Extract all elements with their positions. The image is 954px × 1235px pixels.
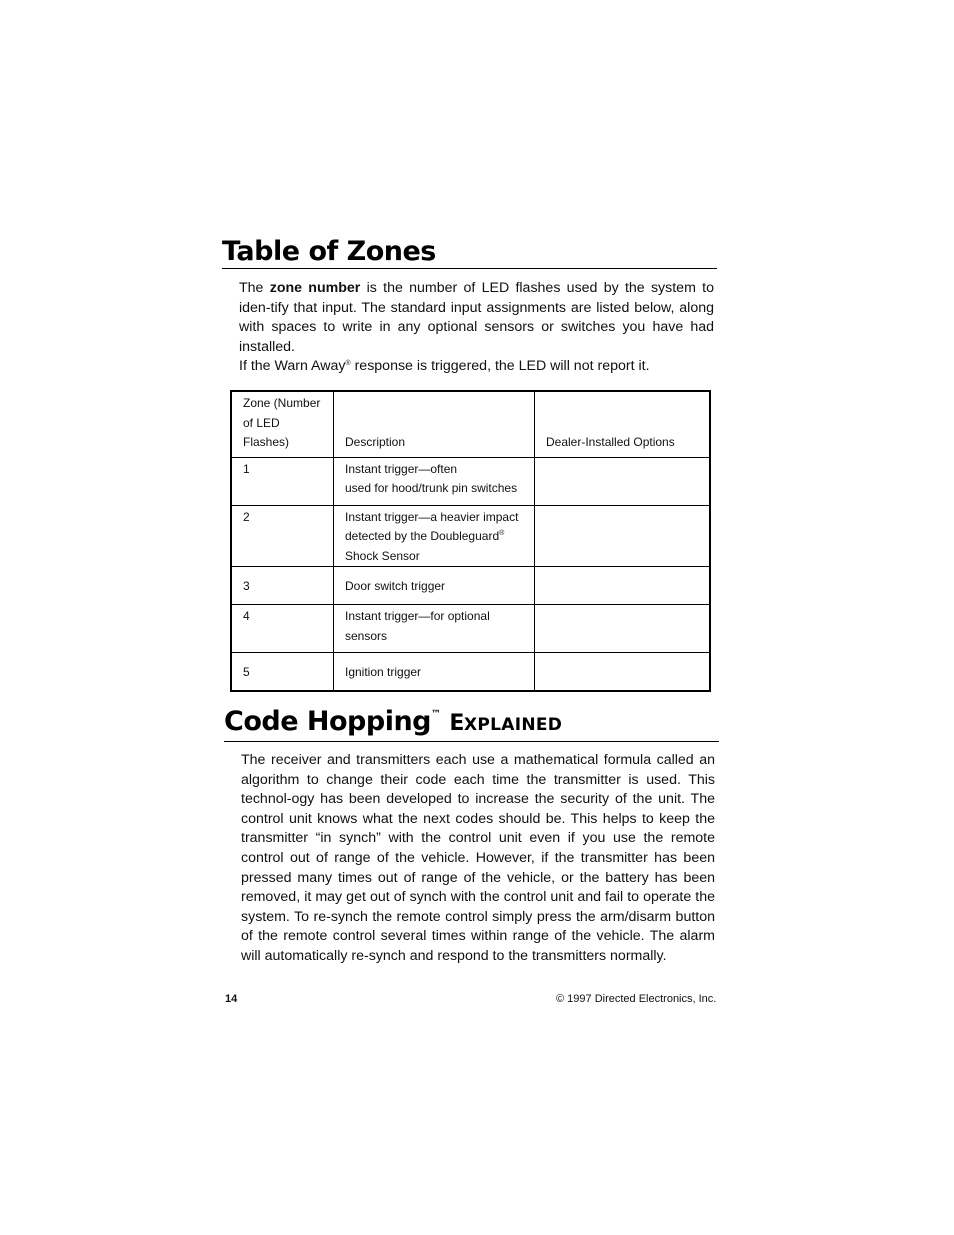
zone-cell: 3 xyxy=(231,567,334,605)
header-zone: Zone (Number of LED Flashes) xyxy=(231,391,334,457)
zone-cell: 5 xyxy=(231,653,334,691)
section-title-table-of-zones: Table of Zones xyxy=(222,236,436,267)
zone-number-paragraph: The zone number is the number of LED flashes used by the system to iden-tify that input. The standard input assignments are listed below, along with spaces to write in any optional sensors or switches you have had installed. xyxy=(239,280,714,355)
warn-away-paragraph: If the Warn Away® response is triggered, the LED will not report it. xyxy=(239,358,650,374)
title-rule xyxy=(222,268,717,269)
table-row xyxy=(231,505,710,567)
section-title-code-hopping: Code Hopping™ EXPLAINED xyxy=(224,706,563,737)
code-hopping-paragraph: The receiver and transmitters each use a mathematical formula called an algorithm to change their code each time the transmitter is used. This technol-ogy has been developed to increase the security of the unit. The control unit knows what the next codes should be. This helps to keep the transmitter “in synch” with the control unit even if you use the remote control out of range of the vehicle. However, if the transmitter has been pressed many times out of range of the vehicle, or the battery has been removed, it may get out of synch with the control unit and fail to operate the system. To re-synch the remote control simply press the arm/disarm button of the remote control several times within range of the vehicle. The alarm will automatically re-synch and respond to the transmitters normally. xyxy=(241,752,715,964)
dealer-option-cell[interactable] xyxy=(535,567,711,605)
description-cell: Instant trigger—a heavier impact detected by the Doubleguard® Shock Sensor xyxy=(334,505,535,567)
zone-cell: 2 xyxy=(231,505,334,567)
dealer-option-cell[interactable] xyxy=(535,457,711,505)
description-cell: Instant trigger—often used for hood/trunk pin switches xyxy=(334,457,535,505)
title-rule xyxy=(224,741,719,742)
table-row xyxy=(231,653,710,691)
header-description: Description xyxy=(334,391,535,457)
copyright: © 1997 Directed Electronics, Inc. xyxy=(556,993,717,1005)
dealer-option-cell[interactable] xyxy=(535,605,711,653)
page-number: 14 xyxy=(225,993,238,1005)
description-cell: Instant trigger—for optional sensors xyxy=(334,605,535,653)
table-row xyxy=(231,605,710,653)
table-row xyxy=(231,567,710,605)
zone-cell: 4 xyxy=(231,605,334,653)
description-cell: Door switch trigger xyxy=(334,567,535,605)
zones-table xyxy=(230,390,711,692)
dealer-option-cell[interactable] xyxy=(535,505,711,567)
table-header-row xyxy=(231,391,710,457)
description-cell: Ignition trigger xyxy=(334,653,535,691)
zone-cell: 1 xyxy=(231,457,334,505)
header-dealer-options: Dealer-Installed Options xyxy=(535,391,711,457)
dealer-option-cell[interactable] xyxy=(535,653,711,691)
table-row xyxy=(231,457,710,505)
